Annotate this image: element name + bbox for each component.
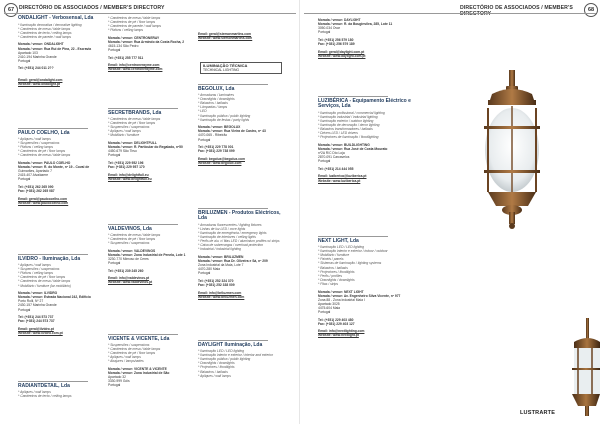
activity: * Candeeiros de mesa / table lamps	[18, 279, 71, 284]
entry-daylight-contacts	[318, 18, 402, 58]
address-line: Morada / venue: Zona Industrial de Penela, Lote 1	[108, 252, 186, 257]
email-link[interactable]: Email: info@centronerayme.com	[108, 63, 160, 68]
activity: * Candeeiros de parede / wall lamps	[18, 34, 71, 39]
email-link[interactable]: Email: geral@siemonmartins.com	[198, 32, 252, 36]
activity: * Candeeiros de mesa / table lamps	[108, 117, 161, 122]
website-link[interactable]: Website: www.valdevinos.pt	[108, 280, 153, 285]
email-link[interactable]: Email: geral@ilvidro.pt	[18, 326, 54, 331]
address-line: Apartado 103	[18, 50, 38, 55]
entry-valdevinos	[108, 224, 192, 285]
phone: Tel: (+351) 229 778 001	[198, 145, 234, 150]
activity: * Candeeiros de mesa / table lamps	[108, 233, 161, 238]
activity: * Lâmpadas / lamps	[198, 105, 228, 110]
activity: * Candeeiros de pé / floor lamps	[18, 149, 66, 154]
address-line: Morada / venue: Av. Engenheiro Silva Vicente, nº 977	[318, 293, 401, 298]
activity: * Drivers LED / LED drivers	[318, 131, 358, 136]
address-line: Porto Rolli, Nº 27	[18, 299, 44, 304]
activity: * Candeeiros de pé / floor lamps	[108, 237, 156, 242]
address-line: Morada / venue: ILVIDRO	[18, 291, 58, 296]
section-subtitle: TECHNICAL LIGHTING	[203, 68, 240, 72]
entry-name: NEXT LIGHT, Lda	[318, 237, 359, 244]
activity: * Candeeiros de pé / floor lamps	[18, 275, 66, 280]
email-link[interactable]: Email: luziberica@luziberica.pt	[318, 174, 367, 179]
address-line: Morada / venue: PAULO COELHO	[18, 161, 71, 166]
entry-vicente	[108, 334, 192, 388]
activity: * Iluminação de emergência / emergency lights	[198, 230, 267, 235]
website-link[interactable]: Website: www.ondalight.pt	[18, 81, 60, 86]
activity: * Abajures / lampshades	[108, 359, 144, 364]
website-link[interactable]: Website: www.centronerayme.com	[108, 67, 163, 72]
activity: * LED	[198, 109, 207, 114]
activity: * Plafons / ceiling lamps	[108, 28, 144, 33]
phone: Tel: (+351) 229 403 480	[318, 317, 354, 322]
activity: * Iluminação decorativa / decorative lighting	[18, 22, 82, 27]
activity: * Iluminação de interiores / ceiling lights	[198, 234, 256, 239]
left-page-header: DIRECTÓRIO DE ASSOCIADOS / MEMBER'S DIRECTORY	[19, 5, 165, 11]
activity: * Apliques / wall lamps	[108, 355, 141, 360]
entry-next-light	[318, 236, 418, 337]
activity: * Balastros / ballasts	[198, 101, 228, 106]
address-line: Portugal	[198, 137, 211, 142]
activity: * Candeeiros de mesa / table lamps	[18, 153, 71, 158]
phone: Tel: (+351) 256 579 180	[318, 37, 354, 42]
website-link[interactable]: Website: www.nextlight.pt	[318, 333, 359, 338]
entry-name: BRILUZMEN - Produtos Eléctricos, Lda	[198, 209, 281, 222]
address-line: Portugal	[108, 48, 121, 53]
address-line: 2430-157 Marinha Grande	[18, 303, 57, 308]
left-page-number: 67	[4, 3, 18, 17]
entry-radiantdetail	[18, 381, 102, 398]
address-line: Morada / venue: Rua Vieira de Castro, nº 43	[198, 129, 266, 134]
address-line: Morada / venue: BUILDLIGHTING	[318, 142, 370, 147]
activity: * Candeeiros de parede / wall lamps	[108, 24, 161, 29]
fax: Fax: (+351) 229 738 099	[198, 149, 235, 154]
website-link[interactable]: Website: www.luziberica.pt	[318, 178, 361, 183]
fax: Fax: (+351) 229 957 170	[108, 165, 145, 170]
activity: * Fitas / strips	[318, 281, 338, 286]
address-line: Portugal	[108, 261, 121, 266]
entry-name: ILVIDRO - Iluminação, Lda	[18, 255, 81, 262]
activity: * Apliques / wall lamps	[18, 390, 51, 395]
website-link[interactable]: Website: www.daylight.com.pt	[318, 53, 366, 58]
activity: * Mobiliário / furniture (lar mobiliário)	[18, 283, 71, 288]
activity: * Perfis / profiles	[318, 273, 343, 278]
address-line: 2410-194 Marinha Grande	[18, 54, 57, 59]
website-link[interactable]: Website: www.ilvidro.com.pt	[18, 330, 63, 335]
activity: * Apliques / wall lamps	[18, 263, 51, 268]
entry-name: DAYLIGHT Iluminação, Lda	[198, 341, 263, 348]
activity: * Iluminação de festas / party lights	[198, 117, 250, 122]
website-link[interactable]: Website: www.paulocoelho.com	[18, 200, 69, 205]
activity: * Sistemas de iluminação / lighting systems	[318, 261, 382, 266]
address-line: Morada / venue: Rua Dr. Oliveira e Sá, nº 209	[198, 258, 268, 263]
left-header-rule	[4, 13, 296, 14]
activity: * Candeeiros de pé / floor lamps	[108, 351, 156, 356]
phone: Tel: (+351) 244 573 737	[18, 315, 54, 320]
activity: * Apliques / wall lamps	[108, 129, 141, 134]
address-line: 4470-065 - Ribeirão	[198, 133, 228, 138]
activity: * Industrial / industrial lighting	[198, 247, 241, 252]
lustrarte-brand-caption: LUSTRARTE	[520, 410, 556, 416]
website-link[interactable]: Website: www.briluzmen.com	[198, 294, 245, 299]
address-line: Portugal	[18, 307, 31, 312]
phone: Tel: (+351) 239 245 260	[108, 268, 144, 273]
address-line: Portugal	[108, 383, 121, 388]
activity: * Iluminação LED / LED lighting	[318, 245, 364, 250]
address-line: 2870-091 Carcavelos	[318, 155, 350, 160]
activity: * Mobiliário / furniture	[108, 133, 140, 138]
phone: Tel: (+351) 214 444 055	[318, 166, 354, 171]
address-line: Portugal	[108, 153, 121, 158]
right-header-rule	[304, 13, 596, 14]
entry-name: PAULO COELHO, Lda	[18, 129, 70, 136]
address-line: Portugal	[318, 310, 331, 314]
activity: * Armaduras fluorescentes / lighting fixtures	[198, 222, 262, 227]
address-line: Portugal	[318, 159, 331, 164]
section-technical-lighting	[200, 62, 282, 74]
activity: * Plafons / ceiling lamps	[18, 145, 54, 150]
lantern-lamp-photo	[462, 70, 562, 230]
email-link[interactable]: Email: info@briluzmen.com	[198, 290, 242, 295]
entry-luziberica	[318, 96, 418, 183]
entry-begolux	[198, 84, 282, 165]
address-line: Guimarães, Apartado 7	[18, 169, 52, 174]
activity: * Candeeiros de mesa / table lamps	[108, 16, 161, 20]
phone: Tel: (+351) 262 265 090	[18, 185, 54, 190]
entry-secretbrands	[108, 108, 192, 181]
entry-name: ONDALIGHT - Verbosensal, Lda	[18, 15, 94, 21]
address-line: Portugal	[198, 271, 211, 276]
address-line: 4475-604 Maia	[318, 305, 340, 310]
address-line: Apartado 3025	[318, 301, 340, 306]
website-link[interactable]: Website: www.delightfull.eu	[108, 176, 152, 181]
entry-centroneray	[108, 16, 192, 72]
right-page-number: 68	[584, 3, 598, 17]
activity: * Downlights / downlights	[198, 361, 235, 366]
activity: * Balastros transformadores / ballasts	[318, 127, 373, 132]
address-line: 4470-280 Maia	[198, 267, 220, 272]
activity: * Iluminação interior e exterior / interior and exterior	[198, 353, 273, 358]
website-link[interactable]: Website: www.begolux.com	[198, 160, 242, 165]
fax: Fax: (+351) 256 579 189	[318, 41, 355, 46]
entry-daylight	[198, 340, 282, 378]
fax: Fax: (+351) 244 573 737	[18, 319, 55, 324]
email-link[interactable]: Email: geral@daylight.com.pt	[318, 49, 365, 54]
activity: * Candeeiros de mesa / table lamps	[18, 26, 71, 31]
entry-paulo-coelho	[18, 128, 102, 205]
email-link[interactable]: Email: geral@ondalight.com	[18, 77, 63, 82]
activity: * Apliques / wall lamps	[18, 137, 51, 142]
entry-name: VICENTE & VICENTE, Lda	[108, 335, 170, 342]
address-line: Morada / venue: R. Particular do Regalado, nº50	[108, 145, 183, 150]
activity: * Projectores / floodlights	[198, 365, 235, 370]
activity: * Iluminação exterior / outdoor lighting	[318, 118, 374, 123]
entry-name: VALDEVINOS, Lda	[108, 225, 152, 232]
activity: * Projectores / floodlights	[318, 269, 355, 274]
email-link[interactable]: Email: geral@paulocoelho.com	[18, 196, 68, 201]
activity: * Linhas de luz LED / cove lights	[198, 226, 246, 231]
activity: * Suspensões / suspensions	[108, 125, 150, 130]
address-line: Morada / venue: R. do Monte, nº 19 - Coval de	[18, 165, 90, 170]
address-line: Zona 88 - Zona Industrial Maia I	[318, 297, 365, 302]
right-page-header: DIRECTÓRIO DE ASSOCIADOS / MEMBER'S DIRECTORY	[460, 5, 573, 17]
activity: * Apliques / wall lamps	[198, 373, 231, 378]
activity: * Downlights / downlights	[198, 97, 235, 102]
activity: * Projectores de iluminação / floodlighting	[318, 135, 379, 140]
phone: Tel: (+351) 252 324 370	[198, 278, 234, 283]
phone: Tel: (+351) 255 777 511	[108, 55, 144, 60]
activity: * Iluminação pública / public lighting	[198, 357, 251, 362]
activity: * Balastros / ballasts	[318, 265, 348, 270]
website-link[interactable]: Website: www.siemonmartins.com	[198, 36, 253, 41]
activity: * Mobiliário / furniture	[318, 253, 350, 258]
activity: * Iluminação industrial / industrial lighting	[318, 114, 378, 119]
address-line: Morada / venue: BRILUZMEN	[198, 254, 244, 259]
small-lantern-photo	[560, 318, 600, 418]
address-line: 4615-134 São Pedro	[108, 44, 139, 49]
address-line: Morada / venue: Zona Industrial de São	[108, 371, 170, 376]
activity: * Downlights / downlights	[318, 277, 355, 282]
phone: Tel: (+351) 229 952 196	[108, 160, 144, 165]
address-line: Morada / venue: NEXT LIGHT	[318, 289, 364, 294]
address-line: Portugal	[18, 177, 31, 182]
address-line: Morada / venue: BEGOLUX	[198, 125, 241, 130]
address-line: Portugal	[318, 30, 331, 35]
address-line: Morada / venue: VICENTE & VICENTE	[108, 367, 167, 372]
address-line: Morada / venue: R. da Bouginvilea, 285, Lote 11	[318, 22, 393, 27]
activity: * Perfis de alu. c/ fitas LED / aluminium profiles w/ strips	[198, 239, 280, 244]
activity: * Plafons / ceiling lamps	[18, 271, 54, 276]
activity: * Armaduras / luminaires	[198, 93, 234, 98]
phone: Tel: (+351) 244 011 2??	[18, 66, 54, 71]
activity: * Suspensões / suspensions	[18, 141, 60, 146]
address-line: Morada / venue: DELIGHTFULL	[108, 141, 157, 146]
address-line: Morada / venue: Rua Armindo da Costa Rocha, 2	[108, 39, 185, 44]
address-line: nº2A R/C Dto Loja	[318, 151, 345, 156]
activity: * Suspensões / suspensions	[108, 343, 150, 348]
address-line: Zona Industrial da Maia, Lote 7	[198, 263, 244, 268]
address-line: 3330-999 Góis	[108, 379, 130, 384]
address-line: 4450-679 São Tirso	[108, 149, 137, 154]
activity: * Candeeiros de pé / floor lamps	[108, 121, 156, 126]
entry-name: RADIANTDETAIL, Lda	[18, 382, 70, 389]
entry-name: BEGOLUX, Lda	[198, 85, 235, 92]
entry-name: LUZIBÉRICA - Equipamento Eléctrico e Serviços, Lda	[318, 97, 411, 110]
address-line: Morada / venue: DAYLIGHT	[318, 18, 361, 22]
activity: * Candeeiros de pé / floor lamps	[108, 20, 156, 25]
email-link[interactable]: Email: info@valdevinos.pt	[108, 276, 150, 281]
activity: * Iluminação profissional / commercial lighting	[318, 110, 385, 115]
fax: Fax: (+351) 252 338 009	[198, 282, 235, 287]
activity: * Iluminação LED / LED lighting	[198, 349, 244, 354]
address-line: Apartado 32	[108, 375, 126, 380]
section-title: ILUMINAÇÃO TÉCNICA	[203, 63, 248, 68]
activity: * Iluminação interior e exterior / indoor / outdoor	[318, 249, 388, 254]
activity: * Balastros / ballasts	[198, 369, 228, 374]
address-line: Morada / venue: CENTRONERAY	[108, 35, 160, 40]
activity: * Painéis / panels	[318, 257, 344, 262]
activity: * Candeeiros de tecto / ceiling lamps	[18, 30, 72, 35]
address-line: 3050-034 Ovar	[318, 26, 340, 31]
address-line: Portugal	[18, 58, 31, 63]
email-link[interactable]: Email: info@delightfull.eu	[108, 172, 149, 177]
fax: Fax: (+351) 229 403 127	[318, 321, 355, 326]
email-link[interactable]: Email: info@nextlighting.com	[318, 329, 365, 334]
address-line: 2415-407 Alvaiázere	[18, 173, 49, 178]
address-line: Morada / venue: Rua José de Costa Mourato	[318, 146, 388, 151]
fax: Fax: (+351) 262 265 087	[18, 189, 55, 194]
page-spine	[299, 0, 300, 424]
activity: * Caixa de sobrecargas / overload protection	[198, 243, 264, 248]
activity: * Iluminação pública / public lighting	[198, 113, 251, 118]
entry-briluzmen	[198, 208, 282, 299]
activity: * Iluminação de decoração / decor lighting	[318, 122, 380, 127]
address-line: Morada / venue: Rua Rui de Pina, 22 - Escravia	[18, 46, 92, 51]
email-link[interactable]: Email: begolux@begolux.com	[198, 156, 245, 161]
entry-ilvidro	[18, 254, 102, 335]
address-line: 3230-770 Mimoso de Ceres	[108, 257, 149, 262]
entry-siemonmartins-contacts	[198, 32, 282, 40]
entry-ondalight	[18, 16, 102, 86]
address-line: Morada / venue: VALDEVINOS	[108, 248, 156, 253]
activity: * Suspensões / suspensions	[18, 267, 60, 272]
entry-name: SECRETBRANDS, Lda	[108, 109, 162, 116]
address-line: Morada / venue: ONDALIGHT	[18, 42, 64, 47]
address-line: Morada / venue: Estrada Nacional 242, Edifício	[18, 295, 91, 300]
activity: * Suspensões / suspensions	[108, 241, 150, 246]
activity: * Candeeiros de mesa / table lamps	[108, 347, 161, 352]
activity: * Candeeiros de tecto / ceiling lamps	[18, 394, 72, 399]
